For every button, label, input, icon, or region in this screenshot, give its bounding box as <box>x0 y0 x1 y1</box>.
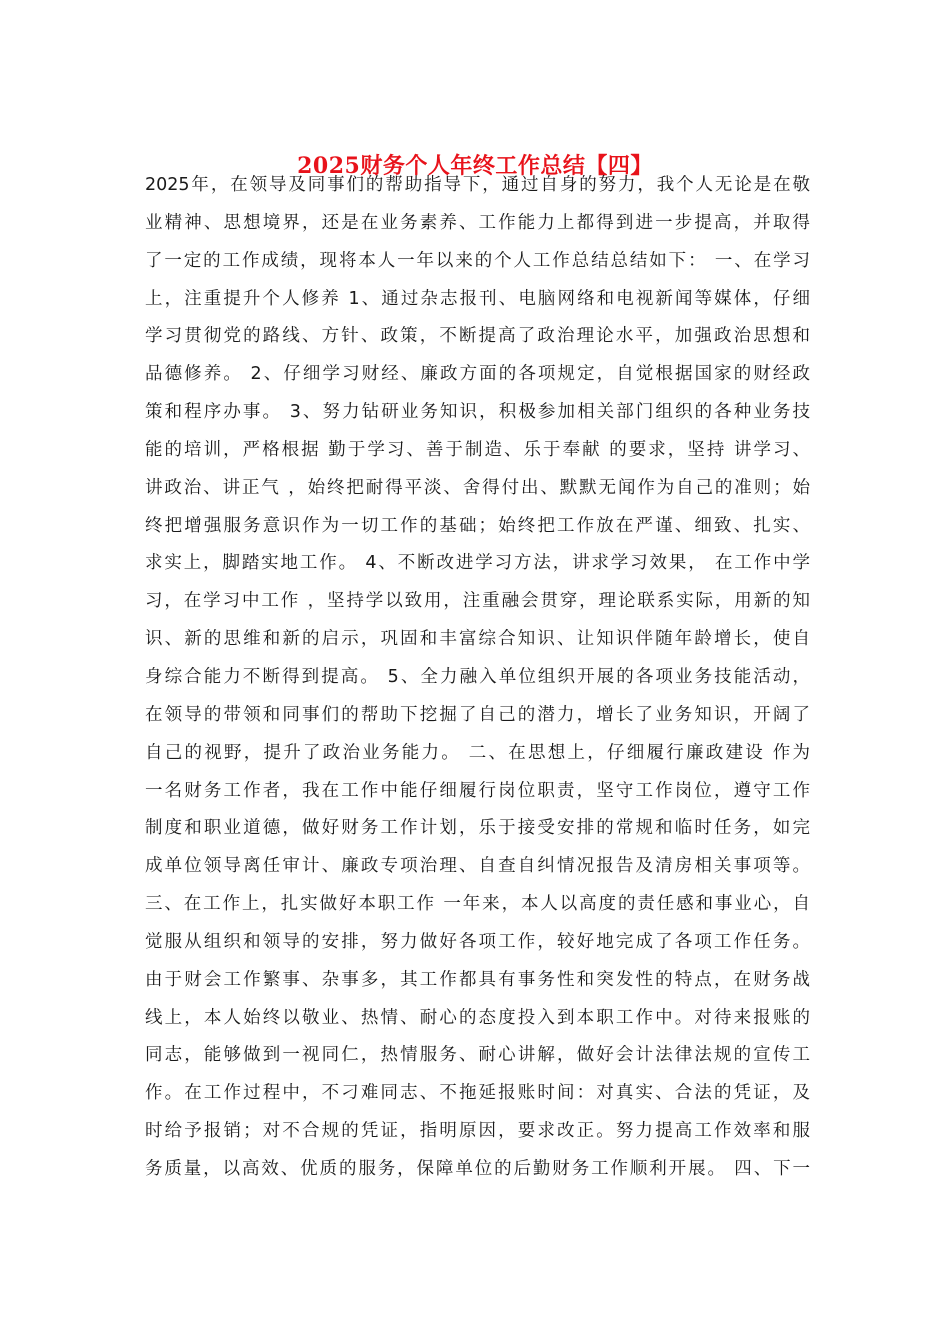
body-text-line: 觉服从组织和领导的安排，努力做好各项工作，较好地完成了各项工作任务。 <box>145 931 810 952</box>
body-text-line: 策和程序办事。 3、努力钻研业务知识，积极参加相关部门组织的各种业务技 <box>145 402 810 423</box>
body-text-line: 业精神、思想境界，还是在业务素养、工作能力上都得到进一步提高，并取得 <box>145 212 810 233</box>
body-text-line: 成单位领导离任审计、廉政专项治理、自查自纠情况报告及清房相关事项等。 <box>145 856 810 877</box>
body-text-line: 品德修养。 2、仔细学习财经、廉政方面的各项规定，自觉根据国家的财经政 <box>145 364 810 385</box>
body-text-line: 三、在工作上，扎实做好本职工作 一年来，本人以高度的责任感和事业心，自 <box>145 894 810 915</box>
body-text-line: 终把增强服务意识作为一切工作的基础；始终把工作放在严谨、细致、扎实、 <box>145 515 810 536</box>
body-text-line: 自己的视野，提升了政治业务能力。 二、在思想上，仔细履行廉政建设 作为 <box>145 742 810 763</box>
body-text-line: 求实上，脚踏实地工作。 4、不断改进学习方法，讲求学习效果， 在工作中学 <box>145 553 810 574</box>
body-text-line: 由于财会工作繁事、杂事多，其工作都具有事务性和突发性的特点，在财务战 <box>145 969 810 990</box>
document-title: 2025财务个人年终工作总结【四】 <box>297 153 653 179</box>
body-text-line: 在领导的带领和同事们的帮助下挖掘了自己的潜力，增长了业务知识，开阔了 <box>145 704 810 725</box>
body-text-line: 讲政治、讲正气 ，始终把耐得平淡、舍得付出、默默无闻作为自己的准则；始 <box>145 477 810 498</box>
body-text-line: 了一定的工作成绩，现将本人一年以来的个人工作总结总结如下： 一、在学习 <box>145 250 810 271</box>
body-text-line: 能的培训，严格根据 勤于学习、善于制造、乐于奉献 的要求，坚持 讲学习、 <box>145 439 810 460</box>
body-text-line: 学习贯彻党的路线、方针、政策，不断提高了政治理论水平，加强政治思想和 <box>145 326 810 347</box>
body-text-line: 制度和职业道德，做好财务工作计划，乐于接受安排的常规和临时任务，如完 <box>145 818 810 839</box>
body-text-line: 2025年，在领导及同事们的帮助指导下，通过自身的努力，我个人无论是在敬 <box>145 175 810 195</box>
body-text-line: 时给予报销；对不合规的凭证，指明原因，要求改正。努力提高工作效率和服 <box>145 1121 810 1142</box>
document-body <box>145 167 810 1189</box>
body-text-line: 一名财务工作者，我在工作中能仔细履行岗位职责，坚守工作岗位，遵守工作 <box>145 780 810 801</box>
body-text-line: 线上，本人始终以敬业、热情、耐心的态度投入到本职工作中。对待来报账的 <box>145 1007 810 1028</box>
body-text-line: 务质量，以高效、优质的服务，保障单位的后勤财务工作顺利开展。 四、下一 <box>145 1158 810 1179</box>
body-text-line: 习，在学习中工作 ，坚持学以致用，注重融会贯穿，理论联系实际，用新的知 <box>145 591 810 612</box>
body-text-line: 上，注重提升个人修养 1、通过杂志报刊、电脑网络和电视新闻等媒体，仔细 <box>145 288 810 309</box>
body-text-line: 身综合能力不断得到提高。 5、全力融入单位组织开展的各项业务技能活动， <box>145 666 810 687</box>
body-text-line: 识、新的思维和新的启示，巩固和丰富综合知识、让知识伴随年龄增长，使自 <box>145 629 810 650</box>
body-text-line: 作。在工作过程中，不刁难同志、不拖延报账时间：对真实、合法的凭证，及 <box>145 1083 810 1104</box>
body-text-line: 同志，能够做到一视同仁，热情服务、耐心讲解，做好会计法律法规的宣传工 <box>145 1045 810 1066</box>
